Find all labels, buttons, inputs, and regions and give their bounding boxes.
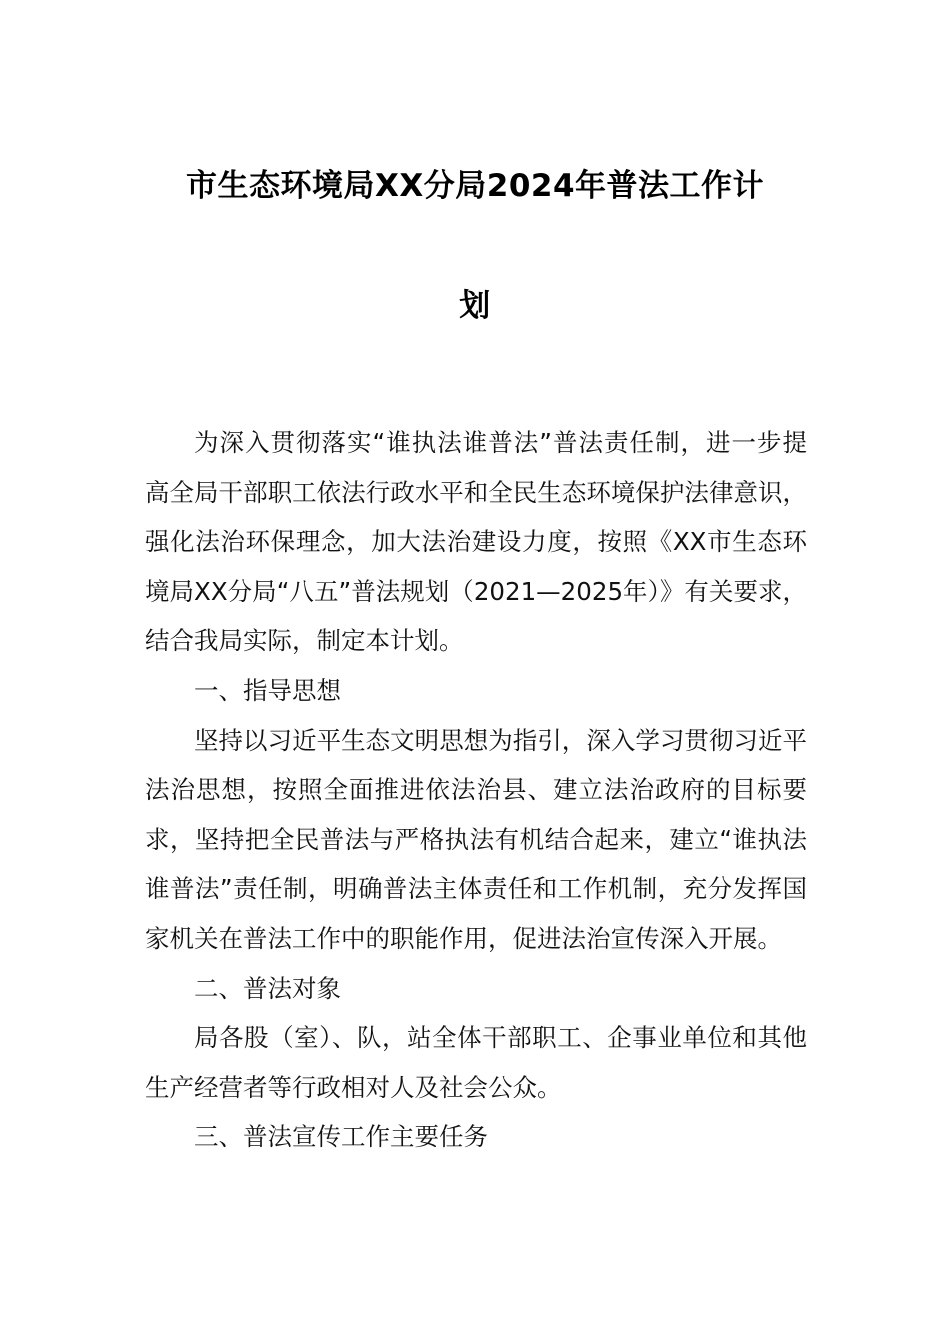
document-title-line-2: 划 — [459, 288, 491, 324]
section-body-audience: 局各股（室）、队，站全体干部职工、企事业单位和其他生产经营者等行政相对人及社会公众。 — [145, 1023, 807, 1102]
section-heading-guiding-ideology: 一、指导思想 — [194, 675, 341, 705]
document-body — [145, 418, 807, 1162]
document-title-line-1: 市生态环境局XX分局2024年普法工作计 — [185, 168, 765, 204]
section-body-guiding-ideology: 坚持以习近平生态文明思想为指引，深入学习贯彻习近平法治思想，按照全面推进依法治县、建立法治政府的目标要求，坚持把全民普法与严格执法有机结合起来，建立“谁执法谁普法”责任制，明确普法主体责任和工作机制，充分发挥国家机关在普法工作中的职能作用，促进法治宣传深入开展。 — [145, 725, 807, 953]
intro-paragraph: 为深入贯彻落实“谁执法谁普法”普法责任制，进一步提高全局干部职工依法行政水平和全民生态环境保护法律意识，强化法治环保理念，加大法治建设力度，按照《XX市生态环境局XX分局“八五”普法规划（2021—2025年）》有关要求，结合我局实际，制定本计划。 — [145, 428, 807, 656]
section-heading-main-tasks: 三、普法宣传工作主要任务 — [194, 1122, 488, 1152]
section-heading-audience: 二、普法对象 — [194, 973, 341, 1003]
